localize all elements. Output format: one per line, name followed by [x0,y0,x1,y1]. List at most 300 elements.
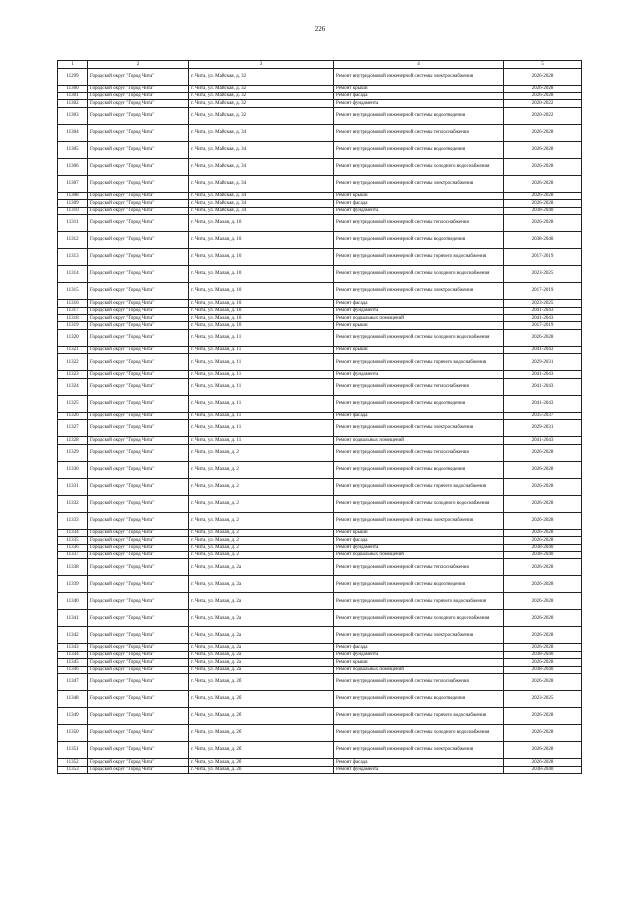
period-cell: 2017-2019 [504,322,582,329]
work-type-cell: Ремонт фундамента [334,100,504,107]
row-number-cell: 11311 [58,215,88,232]
municipality-cell: Городской округ "Город Чита" [88,315,189,322]
address-cell: г. Чита, ул. Малая, д. 2б [189,708,334,725]
period-cell: 2026-2028 [504,68,582,85]
row-number-cell: 11301 [58,92,88,99]
municipality-cell: Городской округ "Город Чита" [88,766,189,773]
row-number-cell: 11317 [58,307,88,314]
column-number-row [58,61,582,69]
work-type-cell: Ремонт фундамента [334,371,504,378]
row-number-cell: 11323 [58,371,88,378]
work-type-cell: Ремонт внутридомовой инженерной системы горячего водоснабжения [334,593,504,610]
row-number-cell: 11324 [58,378,88,395]
column-header: 3 [189,61,334,69]
table-row [58,300,582,307]
period-cell: 2026-2028 [504,192,582,199]
table-row [58,266,582,283]
address-cell: г. Чита, ул. Малая, д. 2 [189,478,334,495]
row-number-cell: 11309 [58,200,88,207]
address-cell: г. Чита, ул. Малая, д. 11 [189,437,334,444]
period-cell: 2026-2028 [504,593,582,610]
work-type-cell: Ремонт подвальных помещений [334,551,504,558]
table-row [58,192,582,199]
address-cell: г. Чита, ул. Малая, д. 11 [189,354,334,371]
period-cell: 2020-2022 [504,107,582,124]
municipality-cell: Городской округ "Город Чита" [88,322,189,329]
period-cell: 2026-2028 [504,725,582,742]
period-cell: 2041-2043 [504,378,582,395]
period-cell: 2038-2040 [504,207,582,214]
address-cell: г. Чита, ул. Малая, д. 2б [189,725,334,742]
table-row [58,725,582,742]
address-cell: г. Чита, ул. Малая, д. 2а [189,651,334,658]
work-type-cell: Ремонт крыши [334,529,504,536]
municipality-cell: Городской округ "Город Чита" [88,207,189,214]
municipality-cell: Городской округ "Город Чита" [88,300,189,307]
row-number-cell: 11342 [58,627,88,644]
address-cell: г. Чита, ул. Малая, д. 2а [189,644,334,651]
row-number-cell: 11318 [58,315,88,322]
municipality-cell: Городской округ "Город Чита" [88,215,189,232]
table-row [58,346,582,353]
address-cell: г. Чита, ул. Малая, д. 11 [189,329,334,346]
period-cell: 2026-2028 [504,124,582,141]
table-row [58,124,582,141]
address-cell: г. Чита, ул. Малая, д. 2б [189,742,334,759]
work-type-cell: Ремонт крыши [334,659,504,666]
period-cell: 2041-2043 [504,395,582,412]
table-row [58,207,582,214]
address-cell: г. Чита, ул. Малая, д. 10 [189,283,334,300]
municipality-cell: Городской округ "Город Чита" [88,529,189,536]
row-number-cell: 11353 [58,766,88,773]
table-row [58,593,582,610]
municipality-cell: Городской округ "Город Чита" [88,249,189,266]
row-number-cell: 11303 [58,107,88,124]
municipality-cell: Городской округ "Город Чита" [88,354,189,371]
period-cell: 2026-2028 [504,742,582,759]
period-cell: 2026-2028 [504,329,582,346]
address-cell: г. Чита, ул. Малая, д. 2б [189,674,334,691]
column-header: 4 [334,61,504,69]
table-row [58,371,582,378]
address-cell: г. Чита, ул. Майская, д. 34 [189,192,334,199]
period-cell: 2041-2043 [504,437,582,444]
municipality-cell: Городской округ "Город Чита" [88,371,189,378]
row-number-cell: 11307 [58,175,88,192]
work-type-cell: Ремонт внутридомовой инженерной системы электроснабжения [334,512,504,529]
work-type-cell: Ремонт внутридомовой инженерной системы холодного водоснабжения [334,158,504,175]
table-row [58,559,582,576]
address-cell: г. Чита, ул. Малая, д. 11 [189,395,334,412]
row-number-cell: 11305 [58,141,88,158]
table-row [58,322,582,329]
period-cell: 2026-2028 [504,215,582,232]
work-type-cell: Ремонт внутридомовой инженерной системы теплоснабжения [334,559,504,576]
address-cell: г. Чита, ул. Малая, д. 2б [189,766,334,773]
period-cell: 2026-2028 [504,708,582,725]
row-number-cell: 11336 [58,544,88,551]
table-row [58,551,582,558]
municipality-cell: Городской округ "Город Чита" [88,725,189,742]
page-number: 226 [314,25,326,33]
municipality-cell: Городской округ "Город Чита" [88,346,189,353]
row-number-cell: 11302 [58,100,88,107]
period-cell: 2026-2028 [504,644,582,651]
address-cell: г. Чита, ул. Малая, д. 2а [189,627,334,644]
row-number-cell: 11328 [58,437,88,444]
address-cell: г. Чита, ул. Малая, д. 2 [189,544,334,551]
work-type-cell: Ремонт внутридомовой инженерной системы холодного водоснабжения [334,495,504,512]
period-cell: 2023-2025 [504,266,582,283]
address-cell: г. Чита, ул. Майская, д. 32 [189,100,334,107]
municipality-cell: Городской округ "Город Чита" [88,175,189,192]
row-number-cell: 11310 [58,207,88,214]
period-cell: 2026-2028 [504,576,582,593]
work-type-cell: Ремонт фасада [334,537,504,544]
municipality-cell: Городской округ "Город Чита" [88,141,189,158]
period-cell: 2029-2031 [504,354,582,371]
work-type-cell: Ремонт фундамента [334,651,504,658]
table-row [58,395,582,412]
address-cell: г. Чита, ул. Малая, д. 2 [189,495,334,512]
table-row [58,283,582,300]
address-cell: г. Чита, ул. Малая, д. 2 [189,461,334,478]
address-cell: г. Чита, ул. Майская, д. 34 [189,158,334,175]
row-number-cell: 11327 [58,420,88,437]
municipality-cell: Городской округ "Город Чита" [88,420,189,437]
municipality-cell: Городской округ "Город Чита" [88,593,189,610]
table-row [58,759,582,766]
municipality-cell: Городской округ "Город Чита" [88,478,189,495]
municipality-cell: Городской округ "Город Чита" [88,266,189,283]
period-cell: 2026-2028 [504,85,582,92]
period-cell: 2026-2028 [504,674,582,691]
municipality-cell: Городской округ "Город Чита" [88,107,189,124]
address-cell: г. Чита, ул. Малая, д. 10 [189,266,334,283]
address-cell: г. Чита, ул. Майская, д. 32 [189,85,334,92]
table-row [58,444,582,461]
table-row [58,232,582,249]
work-type-cell: Ремонт подвальных помещений [334,666,504,673]
work-type-cell: Ремонт фасада [334,92,504,99]
work-type-cell: Ремонт внутридомовой инженерной системы электроснабжения [334,68,504,85]
period-cell: 2026-2028 [504,158,582,175]
row-number-cell: 11341 [58,610,88,627]
address-cell: г. Чита, ул. Малая, д. 10 [189,315,334,322]
municipality-cell: Городской округ "Город Чита" [88,444,189,461]
row-number-cell: 11346 [58,666,88,673]
work-type-cell: Ремонт внутридомовой инженерной системы горячего водоснабжения [334,354,504,371]
address-cell: г. Чита, ул. Малая, д. 11 [189,420,334,437]
table-row [58,307,582,314]
municipality-cell: Городской округ "Город Чита" [88,412,189,419]
table-row [58,315,582,322]
municipality-cell: Городской округ "Город Чита" [88,674,189,691]
work-type-cell: Ремонт фундамента [334,766,504,773]
table-row [58,200,582,207]
row-number-cell: 11340 [58,593,88,610]
address-cell: г. Чита, ул. Малая, д. 2а [189,659,334,666]
table-row [58,249,582,266]
municipality-cell: Городской округ "Город Чита" [88,437,189,444]
table-row [58,674,582,691]
address-cell: г. Чита, ул. Малая, д. 10 [189,300,334,307]
table-row [58,666,582,673]
row-number-cell: 11299 [58,68,88,85]
row-number-cell: 11334 [58,529,88,536]
table-row [58,107,582,124]
row-number-cell: 11312 [58,232,88,249]
period-cell: 2041-2043 [504,315,582,322]
table-row [58,175,582,192]
period-cell: 2026-2028 [504,559,582,576]
work-type-cell: Ремонт внутридомовой инженерной системы водоотведения [334,141,504,158]
work-type-cell: Ремонт внутридомовой инженерной системы теплоснабжения [334,124,504,141]
row-number-cell: 11351 [58,742,88,759]
row-number-cell: 11325 [58,395,88,412]
municipality-cell: Городской округ "Город Чита" [88,551,189,558]
row-number-cell: 11313 [58,249,88,266]
address-cell: г. Чита, ул. Малая, д. 2а [189,559,334,576]
municipality-cell: Городской округ "Город Чита" [88,68,189,85]
table-row [58,544,582,551]
work-type-cell: Ремонт подвальных помещений [334,315,504,322]
row-number-cell: 11315 [58,283,88,300]
municipality-cell: Городской округ "Город Чита" [88,559,189,576]
period-cell: 2017-2019 [504,249,582,266]
period-cell: 2026-2028 [504,537,582,544]
work-type-cell: Ремонт фасада [334,759,504,766]
municipality-cell: Городской округ "Город Чита" [88,495,189,512]
row-number-cell: 11348 [58,691,88,708]
municipality-cell: Городской округ "Город Чита" [88,544,189,551]
address-cell: г. Чита, ул. Майская, д. 32 [189,107,334,124]
address-cell: г. Чита, ул. Малая, д. 10 [189,322,334,329]
table-row [58,437,582,444]
period-cell: 2023-2025 [504,300,582,307]
address-cell: г. Чита, ул. Малая, д. 2б [189,691,334,708]
work-type-cell: Ремонт внутридомовой инженерной системы водоотведения [334,395,504,412]
table-row [58,708,582,725]
work-type-cell: Ремонт фундамента [334,207,504,214]
municipality-cell: Городской округ "Город Чита" [88,610,189,627]
municipality-cell: Городской округ "Город Чита" [88,395,189,412]
row-number-cell: 11344 [58,651,88,658]
work-type-cell: Ремонт фасада [334,412,504,419]
period-cell: 2038-2040 [504,666,582,673]
work-type-cell: Ремонт фасада [334,300,504,307]
table-row [58,644,582,651]
table-row [58,512,582,529]
municipality-cell: Городской округ "Город Чита" [88,200,189,207]
address-cell: г. Чита, ул. Малая, д. 2б [189,759,334,766]
work-type-cell: Ремонт внутридомовой инженерной системы горячего водоснабжения [334,249,504,266]
municipality-cell: Городской округ "Город Чита" [88,651,189,658]
municipality-cell: Городской округ "Город Чита" [88,461,189,478]
municipality-cell: Городской округ "Город Чита" [88,759,189,766]
municipality-cell: Городской округ "Город Чита" [88,100,189,107]
period-cell: 2026-2028 [504,200,582,207]
address-cell: г. Чита, ул. Майская, д. 34 [189,124,334,141]
work-type-cell: Ремонт внутридомовой инженерной системы горячего водоснабжения [334,478,504,495]
work-type-cell: Ремонт внутридомовой инженерной системы теплоснабжения [334,215,504,232]
row-number-cell: 11339 [58,576,88,593]
row-number-cell: 11320 [58,329,88,346]
municipality-cell: Городской округ "Город Чита" [88,576,189,593]
period-cell: 2041-2043 [504,346,582,353]
municipality-cell: Городской округ "Город Чита" [88,742,189,759]
row-number-cell: 11319 [58,322,88,329]
row-number-cell: 11352 [58,759,88,766]
work-type-cell: Ремонт внутридомовой инженерной системы водоотведения [334,691,504,708]
work-type-cell: Ремонт внутридомовой инженерной системы водоотведения [334,107,504,124]
work-type-cell: Ремонт внутридомовой инженерной системы холодного водоснабжения [334,329,504,346]
period-cell: 2020-2022 [504,100,582,107]
work-type-cell: Ремонт крыши [334,85,504,92]
row-number-cell: 11350 [58,725,88,742]
column-header: 2 [88,61,189,69]
table-row [58,537,582,544]
municipality-cell: Городской округ "Город Чита" [88,232,189,249]
work-type-cell: Ремонт внутридомовой инженерной системы холодного водоснабжения [334,266,504,283]
municipality-cell: Городской округ "Город Чита" [88,378,189,395]
work-type-cell: Ремонт внутридомовой инженерной системы водоотведения [334,576,504,593]
period-cell: 2026-2028 [504,759,582,766]
row-number-cell: 11322 [58,354,88,371]
column-header: 1 [58,61,88,69]
work-type-cell: Ремонт внутридомовой инженерной системы холодного водоснабжения [334,610,504,627]
work-type-cell: Ремонт внутридомовой инженерной системы теплоснабжения [334,444,504,461]
row-number-cell: 11306 [58,158,88,175]
municipality-cell: Городской округ "Город Чита" [88,329,189,346]
table-row [58,158,582,175]
work-type-cell: Ремонт внутридомовой инженерной системы электроснабжения [334,742,504,759]
period-cell: 2026-2028 [504,141,582,158]
address-cell: г. Чита, ул. Малая, д. 2 [189,512,334,529]
work-type-cell: Ремонт фасада [334,200,504,207]
period-cell: 2026-2028 [504,478,582,495]
address-cell: г. Чита, ул. Малая, д. 11 [189,412,334,419]
table-row [58,478,582,495]
address-cell: г. Чита, ул. Малая, д. 2а [189,666,334,673]
address-cell: г. Чита, ул. Малая, д. 11 [189,346,334,353]
table-row [58,420,582,437]
period-cell: 2026-2028 [504,529,582,536]
work-type-cell: Ремонт фундамента [334,307,504,314]
municipality-cell: Городской округ "Город Чита" [88,85,189,92]
address-cell: г. Чита, ул. Майская, д. 34 [189,141,334,158]
table-row [58,610,582,627]
address-cell: г. Чита, ул. Малая, д. 2 [189,444,334,461]
period-cell: 2038-2040 [504,766,582,773]
period-cell: 2038-2040 [504,651,582,658]
work-type-cell: Ремонт крыши [334,192,504,199]
period-cell: 2026-2028 [504,610,582,627]
address-cell: г. Чита, ул. Малая, д. 2а [189,576,334,593]
municipality-cell: Городской округ "Город Чита" [88,512,189,529]
row-number-cell: 11329 [58,444,88,461]
table-row [58,141,582,158]
table-row [58,85,582,92]
table-row [58,742,582,759]
period-cell: 2038-2040 [504,232,582,249]
address-cell: г. Чита, ул. Майская, д. 34 [189,207,334,214]
work-type-cell: Ремонт внутридомовой инженерной системы водоотведения [334,232,504,249]
work-type-cell: Ремонт фундамента [334,544,504,551]
municipality-cell: Городской округ "Город Чита" [88,644,189,651]
municipality-cell: Городской округ "Город Чита" [88,691,189,708]
table-row [58,529,582,536]
row-number-cell: 11345 [58,659,88,666]
municipality-cell: Городской округ "Город Чита" [88,307,189,314]
municipality-cell: Городской округ "Город Чита" [88,283,189,300]
table-row [58,495,582,512]
table-row [58,691,582,708]
row-number-cell: 11331 [58,478,88,495]
municipality-cell: Городской округ "Город Чита" [88,537,189,544]
work-type-cell: Ремонт внутридомовой инженерной системы водоотведения [334,461,504,478]
row-number-cell: 11333 [58,512,88,529]
table-row [58,68,582,85]
address-cell: г. Чита, ул. Малая, д. 10 [189,215,334,232]
row-number-cell: 11300 [58,85,88,92]
period-cell: 2023-2025 [504,691,582,708]
municipality-cell: Городской округ "Город Чита" [88,124,189,141]
work-type-cell: Ремонт подвальных помещений [334,437,504,444]
row-number-cell: 11347 [58,674,88,691]
row-number-cell: 11326 [58,412,88,419]
row-number-cell: 11308 [58,192,88,199]
table-row [58,651,582,658]
address-cell: г. Чита, ул. Малая, д. 10 [189,249,334,266]
municipality-cell: Городской округ "Город Чита" [88,708,189,725]
table-row [58,92,582,99]
row-number-cell: 11304 [58,124,88,141]
period-cell: 2026-2028 [504,627,582,644]
column-header: 5 [504,61,582,69]
row-number-cell: 11332 [58,495,88,512]
address-cell: г. Чита, ул. Малая, д. 11 [189,371,334,378]
address-cell: г. Чита, ул. Малая, д. 2 [189,529,334,536]
work-type-cell: Ремонт внутридомовой инженерной системы теплоснабжения [334,378,504,395]
table-row [58,354,582,371]
municipality-cell: Городской округ "Город Чита" [88,627,189,644]
row-number-cell: 11343 [58,644,88,651]
address-cell: г. Чита, ул. Майская, д. 34 [189,200,334,207]
work-type-cell: Ремонт фасада [334,644,504,651]
period-cell: 2017-2019 [504,283,582,300]
work-type-cell: Ремонт внутридомовой инженерной системы электроснабжения [334,175,504,192]
address-cell: г. Чита, ул. Майская, д. 32 [189,68,334,85]
period-cell: 2038-2040 [504,551,582,558]
row-number-cell: 11321 [58,346,88,353]
address-cell: г. Чита, ул. Малая, д. 2 [189,551,334,558]
row-number-cell: 11316 [58,300,88,307]
work-type-cell: Ремонт внутридомовой инженерной системы горячего водоснабжения [334,708,504,725]
work-type-cell: Ремонт внутридомовой инженерной системы электроснабжения [334,420,504,437]
period-cell: 2026-2028 [504,495,582,512]
table-row [58,412,582,419]
row-number-cell: 11349 [58,708,88,725]
work-type-cell: Ремонт внутридомовой инженерной системы теплоснабжения [334,674,504,691]
row-number-cell: 11314 [58,266,88,283]
municipality-cell: Городской округ "Город Чита" [88,158,189,175]
work-type-cell: Ремонт внутридомовой инженерной системы холодного водоснабжения [334,725,504,742]
municipality-cell: Городской округ "Город Чита" [88,659,189,666]
period-cell: 2026-2028 [504,175,582,192]
address-cell: г. Чита, ул. Малая, д. 10 [189,307,334,314]
